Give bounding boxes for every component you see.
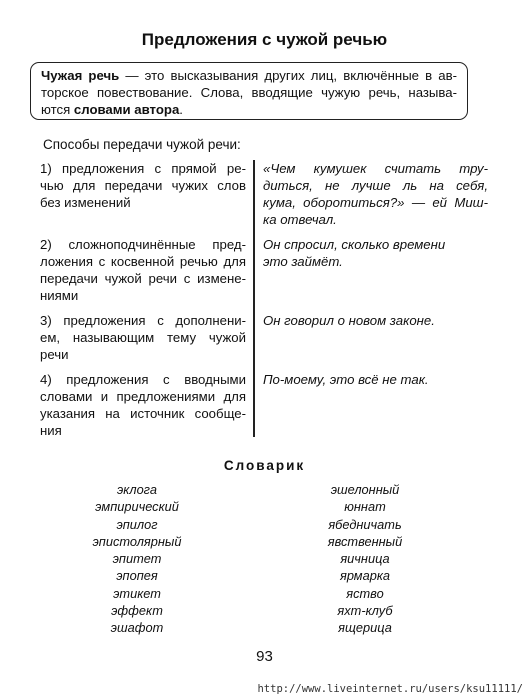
method-line: словами и предложениями для (40, 389, 246, 404)
method-line: 3) предложения с дополнени- (40, 313, 246, 328)
vocabulary-word: яство (346, 585, 384, 601)
example-line: «Чем кумушек считать тру- (263, 161, 488, 176)
vocabulary-word: ярмарка (340, 568, 390, 584)
example-line: Он спросил, сколько времени (263, 237, 446, 252)
vocabulary-word: яхт-клуб (337, 603, 393, 619)
vocabulary-word: ящерица (338, 620, 392, 636)
example-line: ка отвечал. (263, 212, 337, 227)
method-line: 4) предложения с вводными (40, 372, 246, 387)
example-line: кума, оборотиться?» — ей Миш- (263, 195, 488, 210)
method-line: передачи чужой речи с измене- (40, 271, 246, 286)
method-line: ния (40, 423, 62, 438)
method-cell-4 (40, 371, 246, 439)
vocabulary-right-column (265, 481, 465, 637)
definition-line-1: Чужая речь — это высказывания других лиц, включённые в ав- (41, 68, 457, 83)
vocabulary-title: Словарик (223, 458, 306, 473)
method-line: без изменений (40, 195, 131, 210)
vocabulary-word: эпопея (116, 568, 158, 584)
method-line: ложения с косвенной речью для (40, 254, 246, 269)
table-divider (253, 160, 255, 437)
definition-term: Чужая речь (41, 68, 120, 83)
method-cell-3 (40, 312, 246, 363)
page-number: 93 (256, 648, 273, 665)
methods-intro: Способы передачи чужой речи: (43, 137, 241, 152)
vocabulary-word: ябедничать (328, 516, 402, 532)
example-line: По-моему, это всё не так. (263, 372, 429, 387)
vocabulary-word: яичница (340, 551, 390, 567)
example-line: Он говорил о новом законе. (263, 313, 435, 328)
vocabulary-word: этикет (113, 585, 161, 601)
method-line: ем, называющим тему чужой (40, 330, 246, 345)
vocabulary-left-column (37, 481, 237, 637)
example-line: диться, не лучше ль на себя, (263, 178, 488, 193)
vocabulary-word: эпистолярный (92, 533, 182, 549)
vocabulary-word: эпилог (116, 516, 158, 532)
vocabulary-word: эмпирический (95, 499, 179, 515)
method-line: ниями (40, 288, 79, 303)
method-line: чью для передачи чужих слов (40, 178, 246, 193)
vocabulary-word: эффект (111, 603, 163, 619)
method-line: речи (40, 347, 69, 362)
definition-line-3: ются словами автора. (41, 102, 183, 117)
source-watermark: http://www.liveinternet.ru/users/ksu11111/ (257, 683, 523, 695)
vocabulary-word: юннат (344, 499, 386, 515)
example-cell-2 (263, 236, 488, 270)
method-cell-2 (40, 236, 246, 304)
definition-line-2: торское повествование. Слова, вводящие чужую речь, называ- (41, 85, 457, 100)
vocabulary-word: эшелонный (330, 482, 400, 497)
vocabulary-word: явственный (327, 533, 403, 549)
method-line: указания на источник сообще- (40, 406, 246, 421)
page-title: Предложения с чужой речью (141, 30, 388, 49)
vocabulary-word: эклога (117, 482, 157, 497)
vocabulary-word: эпитет (112, 551, 162, 567)
example-line: это займёт. (263, 254, 343, 269)
author-words-term: словами автора (73, 102, 180, 117)
example-cell-3 (263, 312, 488, 329)
method-cell-1 (40, 160, 246, 211)
example-cell-4 (263, 371, 488, 388)
vocabulary-word: эшафот (110, 620, 164, 636)
definition-box (30, 62, 468, 120)
example-cell-1 (263, 160, 488, 228)
method-line: 1) предложения с прямой ре- (40, 161, 246, 176)
method-line: 2) сложноподчинённые пред- (40, 237, 246, 252)
